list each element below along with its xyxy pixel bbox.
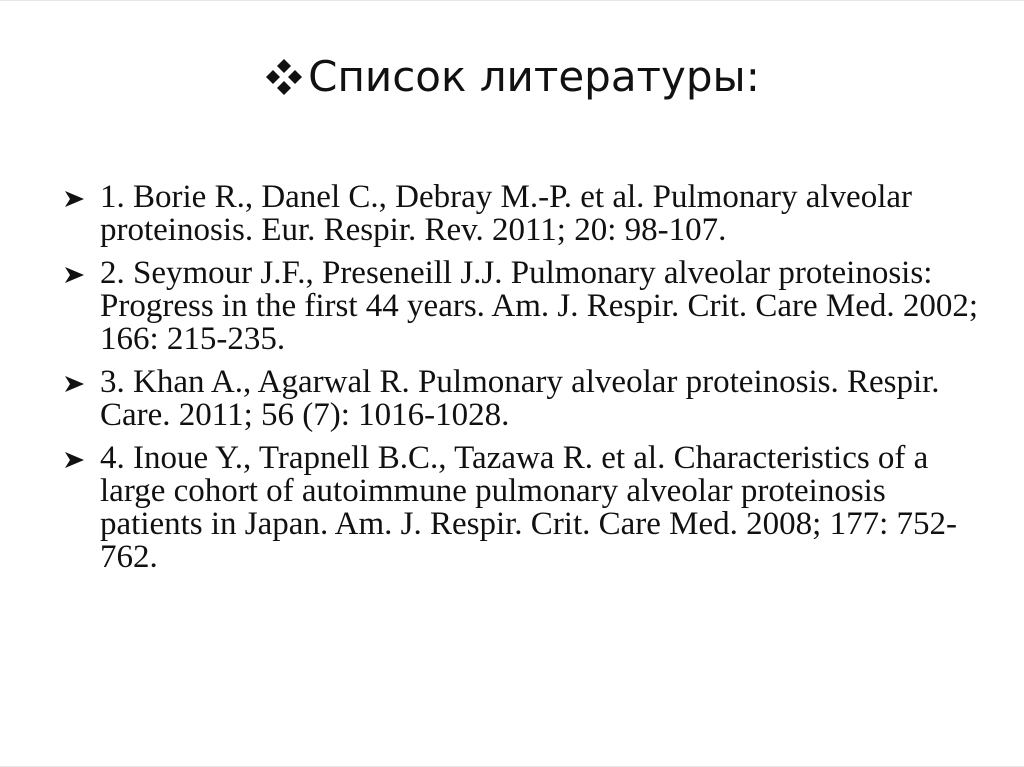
reference-text: 3. Khan A., Agarwal R. Pulmonary alveolar proteinosis. Respir. Care. 2011; 56 (7): 1016-1028. <box>100 364 940 433</box>
reference-list <box>62 181 982 584</box>
reference-text: 2. Seymour J.F., Preseneill J.J. Pulmonary alveolar proteinosis: Progress in the first 44 years. Am. J. Respir. Crit. Care Med. 2002; 166: 215-235. <box>100 255 979 357</box>
arrowhead-bullet-icon <box>62 189 86 209</box>
slide-title <box>0 49 1024 105</box>
reference-item <box>62 442 982 574</box>
arrowhead-bullet-icon <box>62 450 86 470</box>
reference-item <box>62 181 982 247</box>
arrowhead-bullet-icon <box>62 265 86 285</box>
reference-text: 1. Borie R., Danel C., Debray M.-P. et al. Pulmonary alveolar proteinosis. Eur. Respir. Rev. 2011; 20: 98-107. <box>100 179 912 248</box>
slide-title-text: Список литературы: <box>308 52 760 101</box>
reference-item <box>62 366 982 432</box>
four-diamonds-icon <box>264 57 304 97</box>
arrowhead-bullet-icon <box>62 374 86 394</box>
reference-text: 4. Inoue Y., Trapnell B.C., Tazawa R. et al. Characteristics of a large cohort of autoimmune pulmonary alveolar proteinosis patients in Japan. Am. J. Respir. Crit. Care Med. 2008; 177: 752-762. <box>100 440 958 575</box>
reference-item <box>62 257 982 356</box>
